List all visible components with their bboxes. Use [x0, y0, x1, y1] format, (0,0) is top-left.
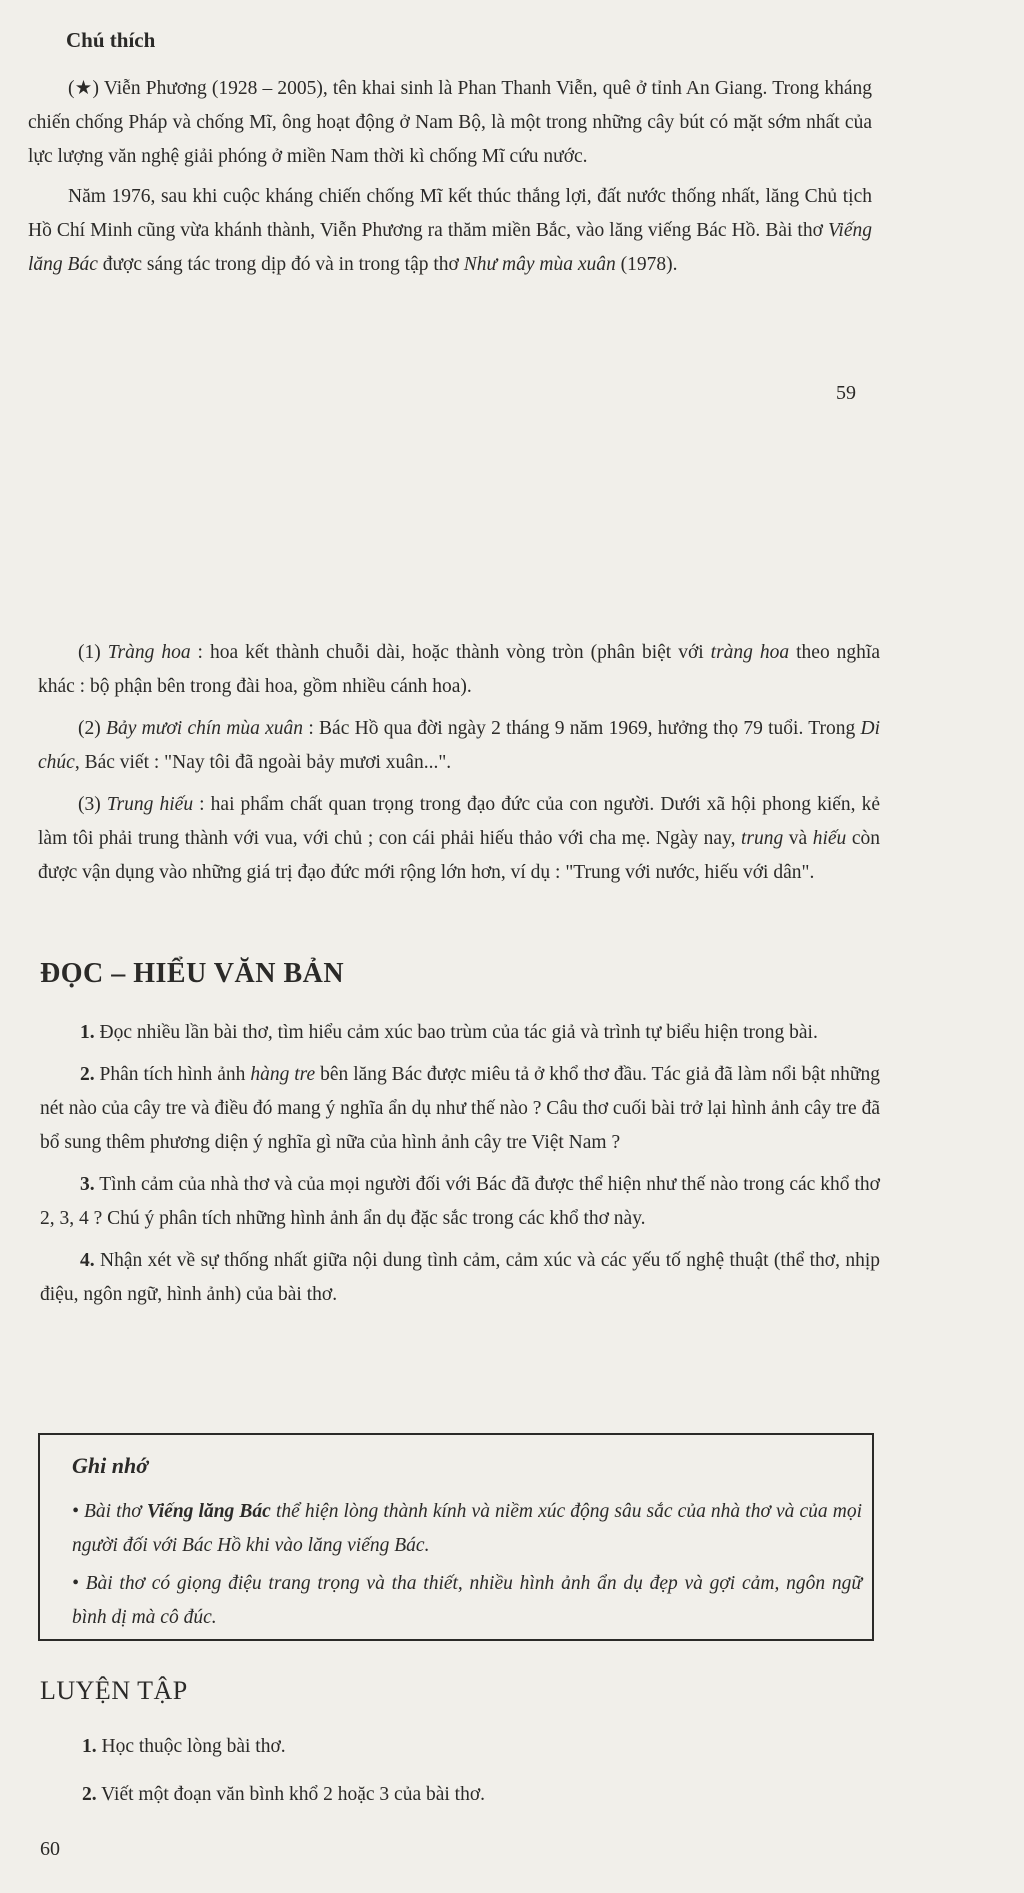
remember-item-1: • Bài thơ Viếng lăng Bác thể hiện lòng thành kính và niềm xúc động sâu sắc của nhà thơ và của mọi người đối với Bác Hồ khi vào lăng viếng Bác. — [72, 1501, 863, 1556]
questions — [40, 1016, 880, 1312]
page-number-top: 59 — [836, 382, 856, 404]
note-2: (2) Bảy mươi chín mùa xuân : Bác Hồ qua đời ngày 2 tháng 9 năm 1969, hưởng thọ 79 tuổi. Trong Di chúc, Bác viết : "Nay tôi đã ngoài bảy mươi xuân...". — [38, 718, 880, 773]
author-note-paragraph-1 — [28, 72, 872, 174]
page-number-bottom: 60 — [40, 1838, 60, 1860]
author-note-paragraph-2: Năm 1976, sau khi cuộc kháng chiến chống Mĩ kết thúc thắng lợi, đất nước thống nhất, lăng Chủ tịch Hồ Chí Minh cũng vừa khánh thành, Viễn Phương ra thăm miền Bắc, vào lăng viếng Bác Hồ. Bài thơ Viếng lăng Bác được sáng tác trong dịp đó và in trong tập thơ Như mây mùa xuân (1978). — [28, 186, 872, 275]
collection-title: Như mây mùa xuân — [463, 254, 616, 275]
question-1: 1. Đọc nhiều lần bài thơ, tìm hiểu cảm xúc bao trùm của tác giả và trình tự biểu hiện trong bài. — [80, 1022, 818, 1043]
word-notes — [38, 636, 880, 890]
remember-item-2: • Bài thơ có giọng điệu trang trọng và tha thiết, nhiều hình ảnh ẩn dụ đẹp và gợi cảm, ngôn ngữ bình dị mà cô đúc. — [72, 1573, 862, 1628]
remember-title: Ghi nhớ — [72, 1453, 149, 1478]
star-marker: (★) — [68, 78, 100, 99]
note-3: (3) Trung hiếu : hai phẩm chất quan trọng trong đạo đức của con người. Dưới xã hội phong kiến, kẻ làm tôi phải trung thành với vua, với chủ ; con cái phải hiếu thảo với cha mẹ. Ngày nay, trung và hiếu còn được vận dụng vào những giá trị đạo đức mới rộng lớn hơn, ví dụ : "Trung với nước, hiếu với dân". — [38, 794, 881, 883]
poem-title: Viếng lăng Bác — [28, 220, 872, 275]
question-2: 2. Phân tích hình ảnh hàng tre bên lăng Bác được miêu tả ở khổ thơ đầu. Tác giả đã làm nổi bật những nét nào của cây tre và điều đó mang ý nghĩa ẩn dụ như thế nào ? Câu thơ cuối bài trở lại hình ảnh cây tre đã bổ sung thêm phương diện ý nghĩa gì nữa của hình ảnh cây tre Việt Nam ? — [40, 1064, 880, 1153]
question-3: 3. Tình cảm của nhà thơ và của mọi người đối với Bác đã được thể hiện như thế nào trong các khổ thơ 2, 3, 4 ? Chú ý phân tích những hình ảnh ẩn dụ đặc sắc trong các khổ thơ này. — [40, 1174, 880, 1229]
note-1: (1) Tràng hoa : hoa kết thành chuỗi dài, hoặc thành vòng tròn (phân biệt với tràng hoa theo nghĩa khác : bộ phận bên trong đài hoa, gồm nhiều cánh hoa). — [38, 642, 881, 697]
author-bio-text: Viễn Phương (1928 – 2005), tên khai sinh là Phan Thanh Viễn, quê ở tỉnh An Giang. Trong kháng chiến chống Pháp và chống Mĩ, ông hoạt động ở Nam Bộ, là một trong những cây bút có mặt sớm nhất của lực lượng văn nghệ giải phóng ở miền Nam thời kì chống Mĩ cứu nước. — [28, 78, 872, 167]
practice-item-1: 1. Học thuộc lòng bài thơ. — [82, 1736, 286, 1757]
remember-box — [38, 1433, 874, 1641]
practice-item-2: 2. Viết một đoạn văn bình khổ 2 hoặc 3 của bài thơ. — [82, 1784, 486, 1805]
footnotes-heading: Chú thích — [66, 28, 156, 52]
author-note — [28, 72, 872, 282]
question-4: 4. Nhận xét về sự thống nhất giữa nội dung tình cảm, cảm xúc và các yếu tố nghệ thuật (thể thơ, nhịp điệu, ngôn ngữ, hình ảnh) của bài thơ. — [40, 1250, 880, 1305]
reading-section-heading: ĐỌC – HIỂU VĂN BẢN — [40, 958, 345, 989]
practice-heading: LUYỆN TẬP — [40, 1676, 188, 1705]
